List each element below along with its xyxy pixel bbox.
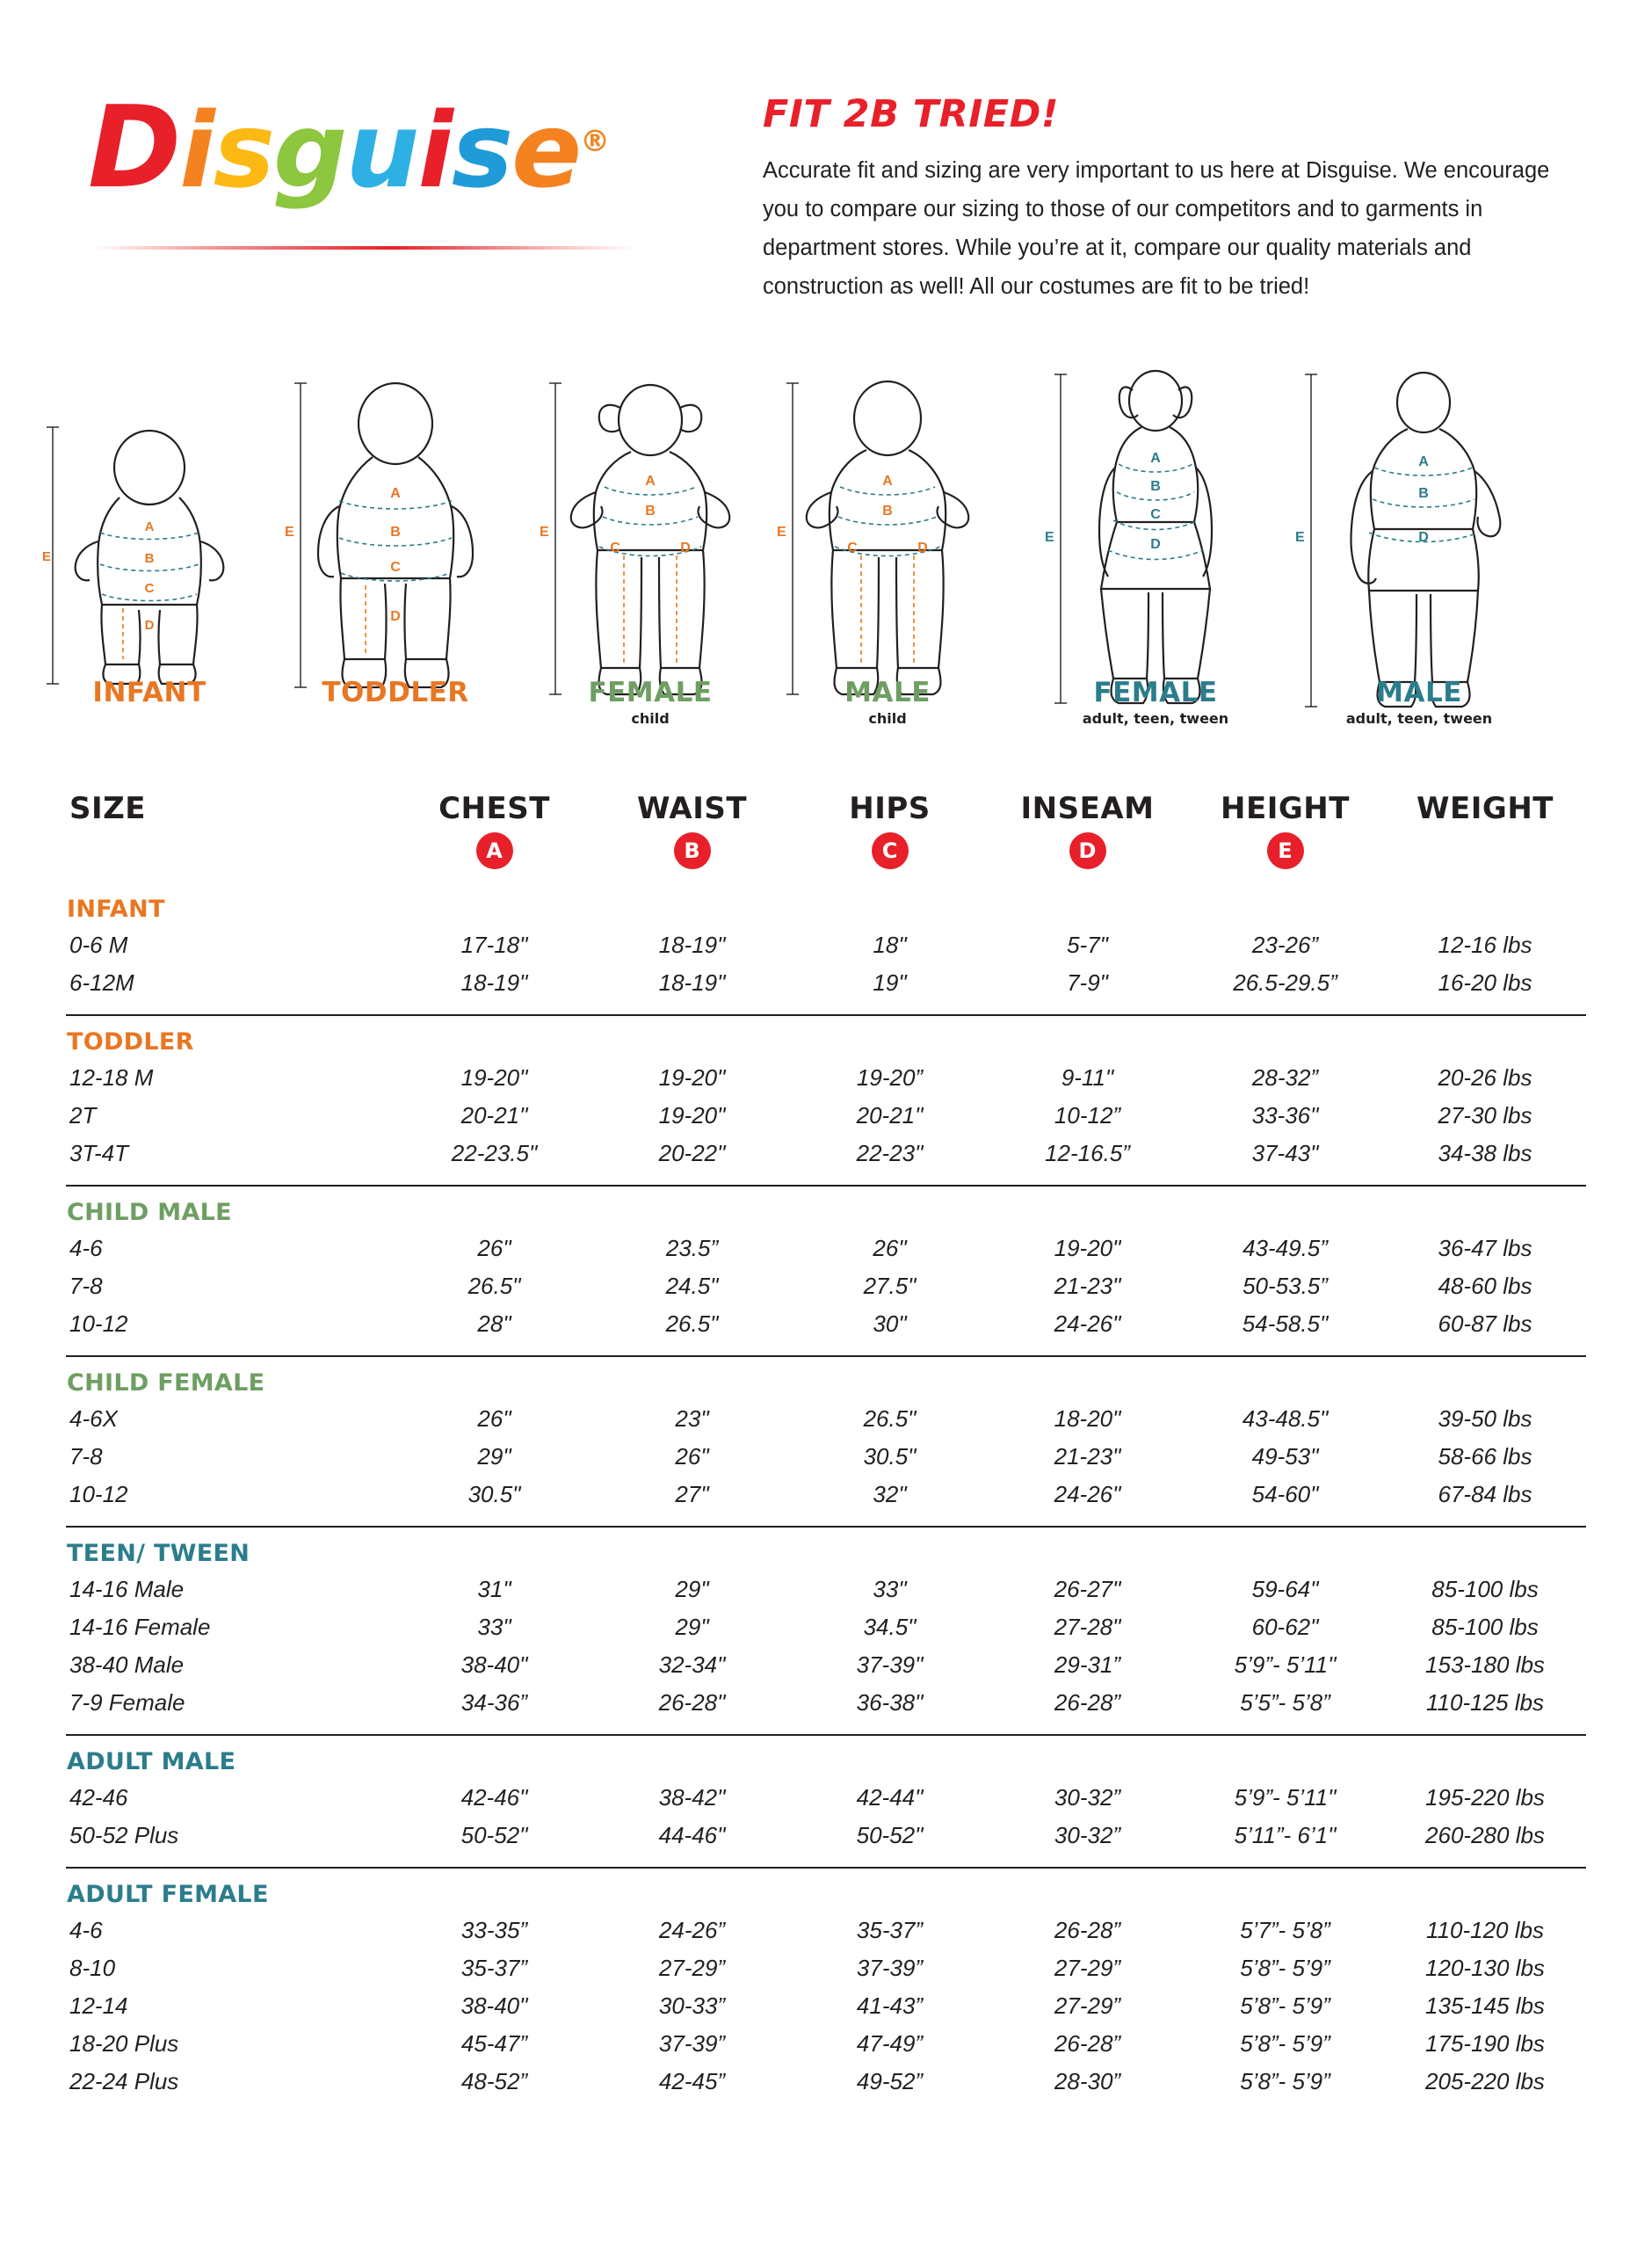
badge-cell-inseam xyxy=(989,831,1186,883)
cell-weight: 48-60 lbs xyxy=(1438,1273,1532,1299)
cell-height: 54-58.5" xyxy=(1242,1310,1329,1337)
cell-hips: 35-37” xyxy=(856,1917,924,1943)
table-row xyxy=(66,926,1586,964)
group-header-toddler xyxy=(66,1016,1586,1059)
cell-waist: 19-20" xyxy=(658,1102,726,1129)
cell-hips: 27.5" xyxy=(863,1273,917,1299)
cell-waist: 30-33” xyxy=(658,1992,726,2019)
figure-name: INFANT xyxy=(92,677,206,708)
cell-height: 49-53" xyxy=(1251,1443,1319,1470)
cell-weight: 12-16 lbs xyxy=(1438,932,1532,958)
cell-waist: 29" xyxy=(675,1614,709,1640)
cell-waist: 27" xyxy=(675,1481,709,1507)
svg-text:E: E xyxy=(1045,530,1054,545)
cell-waist: 37-39” xyxy=(658,2030,726,2057)
cell-weight: 153-180 lbs xyxy=(1425,1651,1545,1678)
cell-waist: 24-26” xyxy=(658,1917,726,1943)
disguise-logo xyxy=(88,83,668,255)
cell-size: 18-20 Plus xyxy=(69,2030,179,2057)
child-male-figure-icon xyxy=(773,369,1002,721)
cell-hips: 26.5" xyxy=(863,1405,917,1432)
badge-c-icon: C xyxy=(872,832,909,869)
logo-wordmark xyxy=(88,83,668,214)
cell-height: 5’8”- 5’9” xyxy=(1240,2068,1330,2094)
logo-letter-s2: s xyxy=(451,90,512,211)
cell-hips: 49-52” xyxy=(856,2068,924,2094)
cell-height: 43-48.5" xyxy=(1242,1405,1329,1432)
col-header-size: SIZE xyxy=(69,791,147,826)
badge-e-icon: E xyxy=(1267,832,1304,869)
cell-waist: 26.5" xyxy=(665,1310,719,1337)
svg-text:B: B xyxy=(1150,479,1161,494)
adult-male-figure-icon xyxy=(1292,369,1547,721)
badge-cell-hips xyxy=(791,831,989,883)
cell-chest: 38-40" xyxy=(460,1651,528,1678)
svg-text:D: D xyxy=(144,618,155,633)
svg-text:D: D xyxy=(390,609,401,624)
table-row xyxy=(66,1646,1586,1684)
cell-weight: 20-26 lbs xyxy=(1438,1064,1532,1091)
cell-waist: 18-19" xyxy=(658,969,726,996)
svg-text:E: E xyxy=(540,525,549,540)
cell-inseam: 27-29” xyxy=(1054,1955,1121,1981)
figure-caption-child-male xyxy=(773,677,1002,727)
svg-text:A: A xyxy=(390,486,401,501)
cell-size: 2T xyxy=(69,1102,97,1129)
svg-text:C: C xyxy=(390,560,401,575)
cell-inseam: 21-23" xyxy=(1054,1273,1121,1299)
table-row xyxy=(66,1987,1586,2025)
cell-inseam: 26-28” xyxy=(1054,2030,1121,2057)
table-row xyxy=(66,1571,1586,1608)
cell-height: 43-49.5” xyxy=(1243,1235,1328,1261)
cell-inseam: 29-31” xyxy=(1054,1651,1121,1678)
cell-chest: 29" xyxy=(477,1443,511,1470)
figure-name: FEMALE xyxy=(1093,677,1218,708)
cell-chest: 33-35” xyxy=(460,1917,528,1943)
group-label: TEEN/ TWEEN xyxy=(67,1540,250,1567)
table-row xyxy=(66,1817,1586,1854)
cell-inseam: 30-32” xyxy=(1054,1784,1121,1811)
cell-inseam: 26-28” xyxy=(1054,1689,1121,1716)
adult-female-figure-icon xyxy=(1041,369,1270,721)
cell-inseam: 18-20" xyxy=(1054,1405,1121,1432)
cell-inseam: 12-16.5” xyxy=(1045,1140,1130,1166)
cell-inseam: 7-9" xyxy=(1067,969,1108,996)
cell-height: 33-36" xyxy=(1251,1102,1319,1129)
cell-inseam: 27-28" xyxy=(1054,1614,1121,1640)
svg-text:B: B xyxy=(1418,486,1429,501)
cell-waist: 20-22" xyxy=(658,1140,726,1166)
table-row xyxy=(66,1949,1586,1987)
cell-hips: 22-23" xyxy=(856,1140,924,1166)
badge-d-icon: D xyxy=(1069,832,1106,869)
figure-caption-child-female xyxy=(536,677,764,727)
cell-weight: 67-84 lbs xyxy=(1438,1481,1532,1507)
table-row xyxy=(66,1438,1586,1476)
cell-hips: 19" xyxy=(873,969,907,996)
cell-chest: 31" xyxy=(477,1576,511,1602)
figure-row xyxy=(0,369,1652,765)
cell-waist: 23" xyxy=(675,1405,709,1432)
cell-size: 6-12M xyxy=(69,969,134,996)
cell-waist: 38-42" xyxy=(658,1784,726,1811)
cell-size: 4-6 xyxy=(69,1917,103,1943)
cell-size: 12-14 xyxy=(69,1992,128,2019)
cell-waist: 19-20" xyxy=(658,1064,726,1091)
cell-weight: 110-125 lbs xyxy=(1426,1689,1544,1716)
header-text-block xyxy=(763,92,1554,306)
svg-text:A: A xyxy=(645,474,656,489)
figure-name: TODDLER xyxy=(322,677,469,708)
cell-chest: 35-37” xyxy=(460,1955,528,1981)
figure-adult-female xyxy=(1041,369,1270,725)
cell-weight: 195-220 lbs xyxy=(1425,1784,1545,1811)
figure-toddler xyxy=(281,369,510,725)
group-label: CHILD FEMALE xyxy=(67,1369,265,1397)
cell-hips: 36-38" xyxy=(856,1689,924,1716)
cell-height: 5’9”- 5’11" xyxy=(1234,1784,1337,1811)
cell-size: 4-6X xyxy=(69,1405,118,1432)
svg-text:B: B xyxy=(144,551,155,566)
cell-height: 5’5”- 5’8” xyxy=(1240,1689,1330,1716)
svg-text:E: E xyxy=(777,525,786,540)
cell-waist: 26" xyxy=(675,1443,709,1470)
cell-inseam: 24-26" xyxy=(1054,1310,1121,1337)
cell-weight: 60-87 lbs xyxy=(1438,1310,1532,1337)
cell-hips: 42-44" xyxy=(856,1784,924,1811)
svg-text:D: D xyxy=(680,541,691,555)
cell-height: 37-43" xyxy=(1251,1140,1319,1166)
cell-size: 0-6 M xyxy=(69,932,128,958)
badge-cell-empty xyxy=(66,831,395,883)
cell-chest: 45-47” xyxy=(460,2030,528,2057)
cell-hips: 37-39" xyxy=(856,1651,924,1678)
cell-hips: 34.5" xyxy=(863,1614,917,1640)
group-header-child-male xyxy=(66,1187,1586,1230)
cell-weight: 85-100 lbs xyxy=(1431,1614,1539,1640)
logo-letter-i1: i xyxy=(179,90,214,211)
group-label: TODDLER xyxy=(67,1028,194,1056)
cell-chest: 17-18" xyxy=(460,932,528,958)
cell-hips: 33" xyxy=(873,1576,907,1602)
table-header-row xyxy=(66,791,1586,831)
cell-height: 23-26” xyxy=(1251,932,1319,958)
table-row xyxy=(66,1135,1586,1172)
logo-letter-e: e xyxy=(511,90,581,211)
figure-subtitle: child xyxy=(631,710,670,727)
cell-waist: 29" xyxy=(675,1576,709,1602)
cell-hips: 30" xyxy=(873,1310,907,1337)
figure-subtitle: child xyxy=(868,710,907,727)
figure-name: MALE xyxy=(844,677,931,708)
size-table-wrapper xyxy=(66,791,1586,2101)
table-row xyxy=(66,1267,1586,1305)
svg-text:C: C xyxy=(610,541,620,555)
size-table xyxy=(66,791,1586,2101)
table-row xyxy=(66,1779,1586,1817)
cell-inseam: 27-29” xyxy=(1054,1992,1121,2019)
svg-text:C: C xyxy=(1150,507,1161,522)
cell-chest: 20-21" xyxy=(460,1102,528,1129)
logo-letter-d: D xyxy=(88,83,180,214)
cell-size: 38-40 Male xyxy=(69,1651,185,1678)
toddler-figure-icon xyxy=(281,369,510,721)
badge-cell-height xyxy=(1186,831,1384,883)
cell-inseam: 21-23" xyxy=(1054,1443,1121,1470)
group-header-adult-female xyxy=(66,1869,1586,1912)
cell-size: 22-24 Plus xyxy=(69,2068,179,2094)
table-row xyxy=(66,1400,1586,1438)
cell-weight: 85-100 lbs xyxy=(1431,1576,1539,1602)
table-badge-row xyxy=(66,831,1586,883)
cell-chest: 28" xyxy=(477,1310,511,1337)
cell-height: 50-53.5” xyxy=(1243,1273,1328,1299)
cell-inseam: 5-7" xyxy=(1067,932,1108,958)
cell-waist: 23.5” xyxy=(665,1235,719,1261)
figure-subtitle: adult, teen, tween xyxy=(1345,710,1493,727)
cell-height: 26.5-29.5” xyxy=(1233,969,1337,996)
cell-hips: 18" xyxy=(873,932,907,958)
cell-chest: 48-52” xyxy=(460,2068,528,2094)
cell-weight: 175-190 lbs xyxy=(1425,2030,1545,2057)
cell-weight: 27-30 lbs xyxy=(1438,1102,1532,1129)
registered-mark: ® xyxy=(580,123,609,159)
table-row xyxy=(66,1097,1586,1135)
cell-height: 54-60" xyxy=(1251,1481,1319,1507)
figure-subtitle: adult, teen, tween xyxy=(1082,710,1229,727)
header-description: Accurate fit and sizing are very important to us here at Disguise. We encourage you to compare our sizing to those of our competitors and to garments in department stores. While you’re at it, compare our quality materials and construction as well! All our costumes are fit to be tried! xyxy=(763,158,1550,299)
group-header-adult-male xyxy=(66,1736,1586,1779)
cell-height: 60-62" xyxy=(1251,1614,1319,1640)
cell-hips: 20-21" xyxy=(856,1102,924,1129)
cell-chest: 50-52" xyxy=(460,1822,528,1848)
cell-weight: 205-220 lbs xyxy=(1425,2068,1545,2094)
cell-size: 50-52 Plus xyxy=(69,1822,179,1848)
col-header-chest: CHEST xyxy=(438,791,550,826)
cell-inseam: 9-11" xyxy=(1061,1064,1114,1091)
cell-size: 14-16 Female xyxy=(69,1614,211,1640)
group-header-child-female xyxy=(66,1357,1586,1400)
table-row xyxy=(66,1912,1586,1949)
row-spacer xyxy=(66,1343,1586,1356)
infant-figure-icon xyxy=(35,369,264,721)
cell-hips: 47-49” xyxy=(856,2030,924,2057)
col-header-height: HEIGHT xyxy=(1221,791,1350,826)
cell-waist: 18-19" xyxy=(658,932,726,958)
figure-child-female xyxy=(536,369,764,725)
badge-cell-waist xyxy=(593,831,791,883)
figure-adult-male xyxy=(1292,369,1547,725)
group-header-infant xyxy=(66,883,1586,926)
svg-text:B: B xyxy=(645,504,656,519)
cell-size: 4-6 xyxy=(69,1235,103,1261)
cell-hips: 32" xyxy=(873,1481,907,1507)
cell-size: 7-8 xyxy=(69,1443,103,1470)
svg-text:E: E xyxy=(1295,530,1305,545)
svg-text:E: E xyxy=(285,525,294,540)
figure-caption-infant xyxy=(35,677,264,708)
cell-waist: 44-46" xyxy=(658,1822,726,1848)
cell-hips: 19-20” xyxy=(856,1064,924,1091)
svg-text:D: D xyxy=(1150,537,1161,552)
badge-cell-chest xyxy=(395,831,593,883)
cell-hips: 26" xyxy=(873,1235,907,1261)
cell-size: 7-8 xyxy=(69,1273,103,1299)
table-row xyxy=(66,964,1586,1002)
table-row xyxy=(66,1305,1586,1343)
cell-chest: 18-19" xyxy=(460,969,528,996)
table-row xyxy=(66,1608,1586,1646)
cell-size: 14-16 Male xyxy=(69,1576,185,1602)
row-spacer xyxy=(66,1854,1586,1868)
cell-height: 5’8”- 5’9” xyxy=(1240,2030,1330,2057)
svg-text:E: E xyxy=(42,549,52,564)
cell-height: 59-64" xyxy=(1251,1576,1319,1602)
cell-inseam: 26-27" xyxy=(1054,1576,1121,1602)
cell-inseam: 19-20" xyxy=(1054,1235,1121,1261)
cell-weight: 135-145 lbs xyxy=(1425,1992,1545,2019)
figure-name: FEMALE xyxy=(588,677,713,708)
logo-divider xyxy=(92,246,637,250)
figure-name: MALE xyxy=(1376,677,1462,708)
cell-weight: 120-130 lbs xyxy=(1425,1955,1545,1981)
cell-waist: 27-29” xyxy=(658,1955,726,1981)
cell-weight: 110-120 lbs xyxy=(1426,1917,1544,1943)
cell-hips: 30.5" xyxy=(863,1443,917,1470)
row-spacer xyxy=(66,1513,1586,1527)
cell-size: 8-10 xyxy=(69,1955,116,1981)
table-row xyxy=(66,1684,1586,1722)
table-row xyxy=(66,2063,1586,2101)
cell-chest: 34-36” xyxy=(460,1689,528,1716)
figure-caption-toddler xyxy=(281,677,510,708)
cell-weight: 58-66 lbs xyxy=(1438,1443,1532,1470)
cell-height: 5’11”- 6’1" xyxy=(1234,1822,1337,1848)
svg-text:C: C xyxy=(847,541,858,555)
cell-inseam: 28-30” xyxy=(1054,2068,1121,2094)
cell-waist: 32-34" xyxy=(658,1651,726,1678)
badge-cell-weight xyxy=(1384,831,1586,883)
group-header-teen-tween xyxy=(66,1528,1586,1571)
row-spacer xyxy=(66,1002,1586,1015)
badge-a-icon: A xyxy=(476,832,513,869)
cell-size: 3T-4T xyxy=(69,1140,128,1166)
cell-chest: 26" xyxy=(477,1235,511,1261)
cell-height: 28-32” xyxy=(1251,1064,1319,1091)
cell-waist: 24.5" xyxy=(665,1273,719,1299)
col-header-waist: WAIST xyxy=(636,791,748,826)
cell-inseam: 10-12” xyxy=(1054,1102,1121,1129)
cell-weight: 16-20 lbs xyxy=(1438,969,1532,996)
group-label: ADULT FEMALE xyxy=(67,1881,269,1908)
logo-letter-g: g xyxy=(272,90,346,211)
svg-text:C: C xyxy=(144,581,155,596)
cell-size: 42-46 xyxy=(69,1784,128,1811)
group-label: CHILD MALE xyxy=(67,1199,232,1226)
cell-size: 10-12 xyxy=(69,1481,128,1507)
table-row xyxy=(66,1230,1586,1267)
cell-chest: 33" xyxy=(477,1614,511,1640)
svg-text:A: A xyxy=(1418,454,1429,469)
cell-height: 5’9”- 5’11" xyxy=(1234,1651,1337,1678)
cell-weight: 260-280 lbs xyxy=(1425,1822,1545,1848)
cell-chest: 38-40" xyxy=(460,1992,528,2019)
svg-text:A: A xyxy=(144,519,155,534)
cell-size: 10-12 xyxy=(69,1310,128,1337)
cell-weight: 39-50 lbs xyxy=(1438,1405,1532,1432)
figure-caption-adult-female xyxy=(1041,677,1270,727)
svg-text:A: A xyxy=(882,474,893,489)
page-title: FIT 2B TRIED! xyxy=(763,92,1059,136)
cell-chest: 26" xyxy=(477,1405,511,1432)
cell-hips: 41-43” xyxy=(856,1992,924,2019)
logo-letter-i2: i xyxy=(417,90,452,211)
figure-child-male xyxy=(773,369,1002,725)
col-header-hips: HIPS xyxy=(849,791,931,826)
cell-inseam: 26-28” xyxy=(1054,1917,1121,1943)
group-label: INFANT xyxy=(67,896,165,923)
svg-text:B: B xyxy=(882,504,893,519)
table-row xyxy=(66,1059,1586,1097)
cell-weight: 34-38 lbs xyxy=(1438,1140,1532,1166)
cell-waist: 42-45” xyxy=(658,2068,726,2094)
col-header-weight: WEIGHT xyxy=(1417,791,1554,826)
cell-hips: 50-52" xyxy=(856,1822,924,1848)
cell-size: 7-9 Female xyxy=(69,1689,185,1716)
cell-size: 12-18 M xyxy=(69,1064,154,1091)
table-row xyxy=(66,2025,1586,2063)
cell-chest: 42-46" xyxy=(460,1784,528,1811)
cell-chest: 30.5" xyxy=(467,1481,521,1507)
svg-text:A: A xyxy=(1150,451,1161,466)
logo-letter-s1: s xyxy=(213,90,273,211)
figure-caption-adult-male xyxy=(1292,677,1547,727)
group-label: ADULT MALE xyxy=(67,1748,236,1775)
child-female-figure-icon xyxy=(536,369,764,721)
cell-inseam: 30-32” xyxy=(1054,1822,1121,1848)
table-row xyxy=(66,1476,1586,1513)
cell-chest: 22-23.5" xyxy=(451,1140,538,1166)
cell-height: 5’7”- 5’8” xyxy=(1240,1917,1330,1943)
figure-infant xyxy=(35,369,264,725)
row-spacer xyxy=(66,1722,1586,1735)
svg-text:D: D xyxy=(1418,530,1429,545)
cell-chest: 26.5" xyxy=(467,1273,521,1299)
cell-hips: 37-39” xyxy=(856,1955,924,1981)
row-spacer xyxy=(66,1172,1586,1186)
cell-height: 5’8”- 5’9” xyxy=(1240,1955,1330,1981)
col-header-inseam: INSEAM xyxy=(1020,791,1155,826)
logo-letter-u: u xyxy=(345,90,418,211)
cell-waist: 26-28" xyxy=(658,1689,726,1716)
cell-inseam: 24-26" xyxy=(1054,1481,1121,1507)
cell-chest: 19-20" xyxy=(460,1064,528,1091)
badge-b-icon: B xyxy=(674,832,711,869)
cell-weight: 36-47 lbs xyxy=(1438,1235,1532,1261)
svg-text:D: D xyxy=(917,541,928,555)
cell-height: 5’8”- 5’9” xyxy=(1240,1992,1330,2019)
svg-text:B: B xyxy=(390,525,401,540)
page-header xyxy=(0,44,1652,334)
